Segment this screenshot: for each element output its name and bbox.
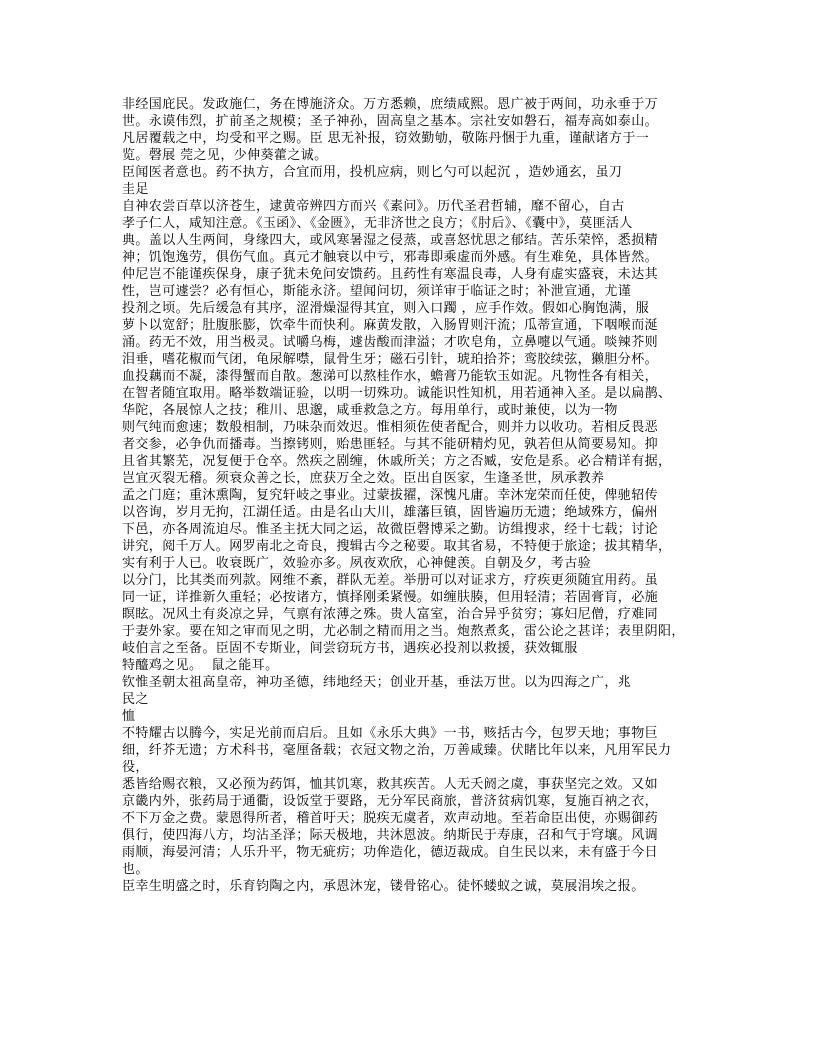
body-text: 非经国庇民。发政施仁，务在博施济众。万方悉赖，庶绩咸熙。恩广被于两间，功永垂于万 世。永谟伟烈，扩前圣之规模；圣子神孙，固高皇之基本。宗社安如磐石，福寿高如泰山。 凡居覆载之中，均受和平之赐。臣 思无补报，窃效勤劬，敬陈丹悃于九重，谨献诸方于一 览。磬展 莞之见，少伸葵藿之诚。 臣闻医者意也。药不执方，合宜而用，投机应病，则匕勺可以起沉 ，造妙通玄，虽刀 圭足 自神农尝百草以济苍生，逮黄帝辨四方而兴《素问》。历代圣君哲辅，靡不留心，自古 孝子仁人，咸知注意。《玉函》、《金匮》，无非济世之良方；《肘后》、《囊中》，莫匪活人 典。盖以人生两间，身缘四大，或风寒暑湿之侵蒸，或喜怒忧思之郁结。苦乐荣悴，悉损精 神；饥饱逸劳，俱伤气血。真元才触衰以中亏，邪毒即乘虚而外感。有生难免，具体皆然。 仲尼岂不能谨疾保身，康子犹未免问安馈药。且药性有寒温良毒，人身有虚实盛衰，未达其 性，岂可遽尝？必有恒心，斯能永济。望闻问切，须详审于临证之时；补泄宣通，尤谨 投剂之顷。先后缓急有其序，涩滑燥湿得其宜，则入口躅 ，应手作效。假如心胸饱满，服 萝卜以宽舒；肚腹胀膨，饮牵牛而快利。麻黄发散，入肠胃则汗流；瓜蒂宣通，下咽喉而涎 涌。药无不效，用当极灵。试嚼乌梅，遽齿酸而津溢；才吹皂角，立鼻嚏以气通。啖辣芥则 泪垂，嗜花椒而气闭，龟尿解噤，鼠骨生牙；磁石引针，琥珀拾芥；鸾胶续弦，獭胆分杯。 血投藕而不凝，漆得蟹而自散。葱涕可以熬桂作水，蟾膏乃能软玉如泥。凡物性各有相关， 在智者随宜取用。略举数端证验，以明一切殊功。诚能识性知机，用若通神入圣。是以扁鹊、 华陀，各展惊人之技；稚川、思邈，咸垂救急之方。每用单行，或时兼使，以为一物 则气纯而愈速；数般相制，乃味杂而效迟。惟相须佐使者配合，则并力以收功。若相反畏恶 者交参，必争仇而播毒。当擦铐则，贻患匪轻。与其不能研精灼见，孰若但从简要易知。抑 且省其繁芜，况复便于仓卒。然疾之剧缠，休戚所关；方之否臧，安危是系。必合精详有据， 岂宜灭裂无稽。须衰众善之长，庶获万全之效。臣出自医家，生逢圣世，夙承教养 孟之门庭；重沐熏陶，复究轩岐之事业。过蒙拔擢，深愧凡庸。幸沐宠荣而任使，俾驰轺传 以咨询，岁月无拘，江湖任适。由是名山大川，雄藩巨镇，固皆遍历无遗；绝域殊方，偏州 下邑，亦各周流迫尽。惟圣主抚大同之运，故微臣磬博采之勤。访缉搜求，经十七载；讨论 讲究，阅千万人。网罗南北之奇良，搜辑古今之秘要。取其省易，不特便于旅途；拔其精华， 实有利于人已。收衰既广，效验亦多。夙夜欢欣，心神健羡。自朝及夕，考古验 以分门，比其类而列款。网维不紊，群队无差。举册可以对证求方，疗疾更须随宜用药。虽 同一证，详推新久重轻；必按诸方，慎择刚柔紧慢。如缠肤腠，但用轻清；若固膏肓，必施 瞑眩。况风土有炎凉之异，气禀有浓薄之殊。贵人富室，治合异乎贫穷；寡妇尼僧，疗难同 于妻外家。要在知之审而见之明，尤必制之精而用之当。炮熬煮炙，雷公论之甚详；表里阴阳， 岐伯言之至备。臣固不专斯业，间尝窃玩方书，遇疾必投剂以救援，获效辄服 特醯鸡之见。 鼠之能耳。 钦惟圣朝太祖高皇帝，神功圣德，纬地经天；创业开基，垂法万世。以为四海之广，兆 民之 恤 不特耀古以腾今，实足光前而启后。且如《永乐大典》一书，赅括古今，包罗天地；事物巨 细，纤芥无遗；方术科书，毫厘备载；衣冠文物之治，万善咸臻。伏睹比年以来，凡用军民力 役， 悉皆给赐衣粮，又必预为药饵，恤其饥寒，救其疾苦。人无夭阏之虞，事获坚完之效。又如 京畿内外，张药局于通衢，设饭堂于要路，无分军民商旅，普济贫病饥寒，复施百衲之衣， 不下万金之费。蒙恩得所者，稽首吁天；脱疾无虞者，欢声动地。至若命臣出使，亦赐御药 俱行，使四海八方，均沾圣泽；际天极地，共沐恩波。纳斯民于寿康，召和气于穹壤。风调 雨顺，海晏河清；人乐升平，物无疵疠；功侔造化，德迈裁成。自生民以来，未有盛于今日 也。 臣幸生明盛之时，乐育钧陶之内，承恩沐宠，镂骨铭心。徒怀蝼蚁之诚，莫展涓埃之报。 bbox=[122, 97, 685, 894]
